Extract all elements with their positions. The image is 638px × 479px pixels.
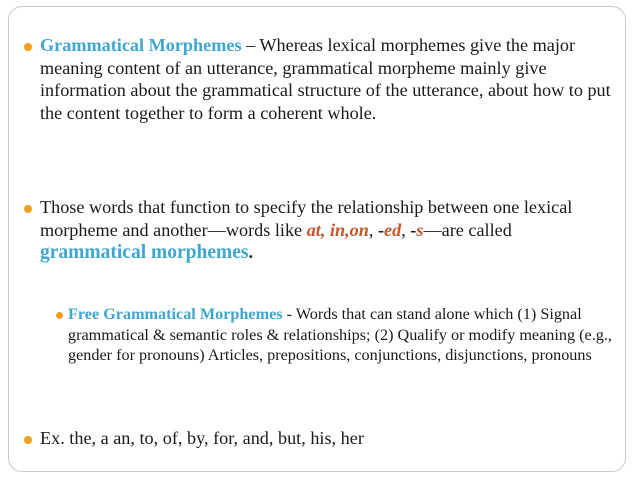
- example-s: s: [416, 219, 424, 240]
- bullet-dot: [24, 205, 32, 213]
- separator: ,: [368, 219, 374, 240]
- separator: ,: [401, 219, 406, 240]
- period: .: [248, 242, 254, 263]
- term-grammatical-morphemes: Grammatical Morphemes: [40, 35, 242, 55]
- bullet-examples: [24, 427, 616, 450]
- bullet-grammatical-morphemes: [24, 34, 616, 124]
- example-in: in,: [329, 219, 350, 240]
- bullet-relationship-words: [24, 196, 616, 265]
- example-at: at,: [306, 219, 326, 240]
- bullet-tail: —are called: [423, 219, 512, 240]
- bullet-text: [40, 34, 616, 124]
- bullet-lead: Those words that function to specify the relationship between one lexical morpheme and another—words like: [40, 197, 573, 240]
- bullet-dot: [24, 436, 32, 444]
- dash: -: [377, 219, 385, 240]
- sub-bullet-free-grammatical-morphemes: [56, 304, 626, 366]
- sub-bullet-text: [68, 304, 626, 366]
- dash: -: [410, 219, 417, 240]
- term-free-grammatical-morphemes: Free Grammatical Morphemes: [68, 305, 283, 323]
- bullet-dot: [56, 312, 63, 319]
- bullet-body: – Whereas lexical morphemes give the major meaning content of an utterance, grammatical morpheme mainly give information about the grammatical structure of the utterance, about how to put the content together to form a coherent whole.: [40, 35, 611, 123]
- term-grammatical-morphemes-inline: grammatical morphemes: [40, 242, 249, 264]
- example-ed: ed: [384, 219, 402, 240]
- example-on: on: [349, 219, 369, 240]
- sub-bullet-body: - Words that can stand alone which (1) Signal grammatical & semantic roles & relationships; (2) Qualify or modify meaning (e.g., gender for pronouns) Articles, prepositions, conjunctions, disjunctions, pronouns: [68, 305, 612, 364]
- bullet-dot: [24, 43, 32, 51]
- bullet-text: Ex. the, a an, to, of, by, for, and, but, his, her: [40, 428, 364, 448]
- bullet-text: [40, 196, 616, 265]
